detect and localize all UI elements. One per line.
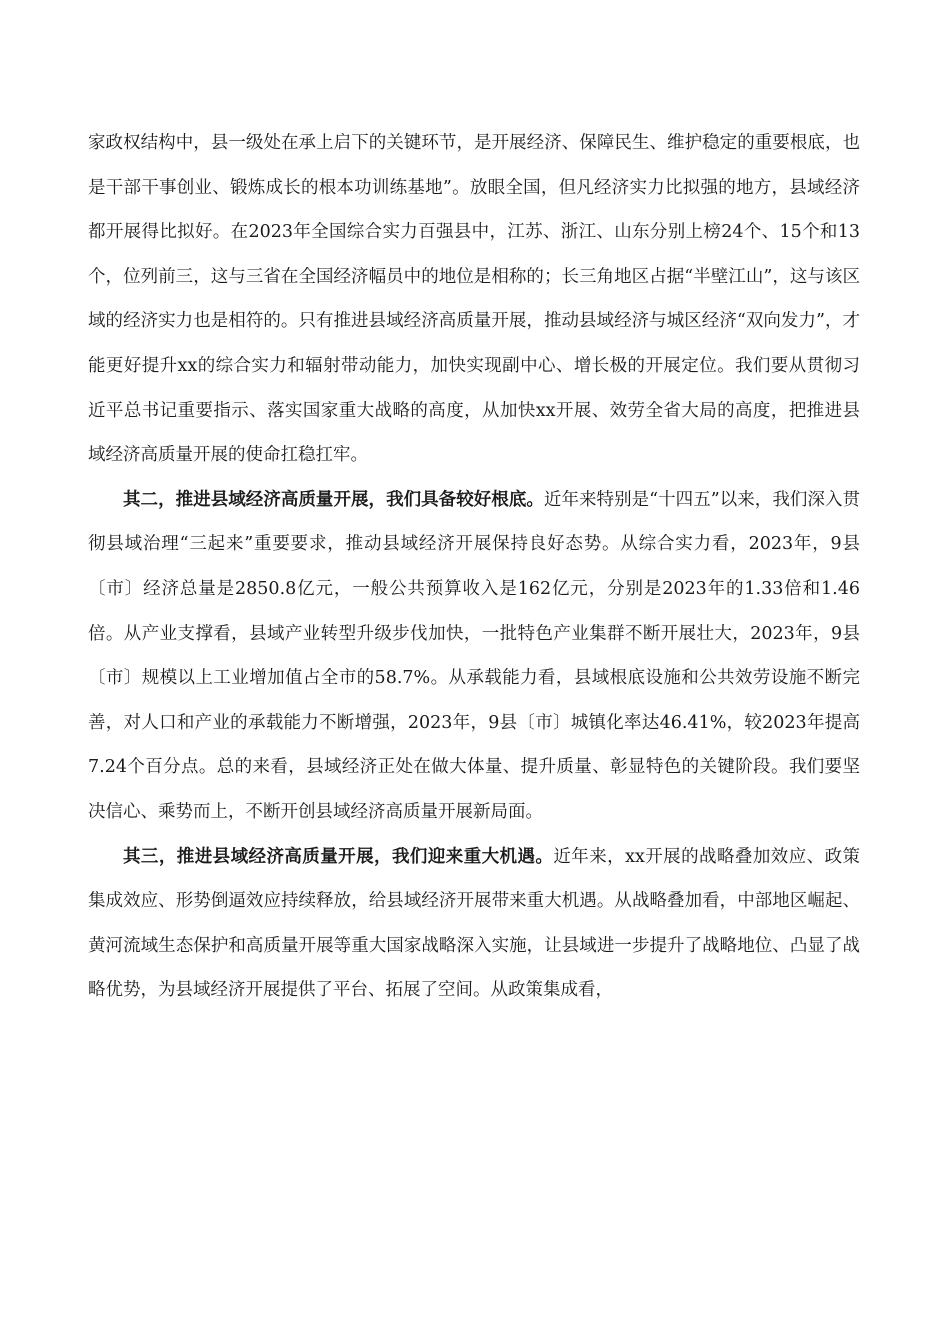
paragraph-2: [88, 478, 860, 835]
paragraph-1-text: 家政权结构中，县一级处在承上启下的关键环节，是开展经济、保障民生、维护稳定的重要根底，也是干部干事创业、锻炼成长的根本功训练基地”。放眼全国，但凡经济实力比拟强的地方，县域经济都开展得比拟好。在2023年全国综合实力百强县中，江苏、浙江、山东分别上榜24个、15个和13个，位列前三，这与三省在全国经济幅员中的地位是相称的；长三角地区占据“半壁江山”，这与该区域的经济实力也是相符的。只有推进县域经济高质量开展，推动县域经济与城区经济“双向发力”，才能更好提升xx的综合实力和辐射带动能力，加快实现副中心、增长极的开展定位。我们要从贯彻习近平总书记重要指示、落实国家重大战略的高度，从加快xx开展、效劳全省大局的高度，把推进县域经济高质量开展的使命扛稳扛牢。: [88, 133, 860, 466]
paragraph-3: [88, 835, 860, 1013]
paragraph-2-text: 近年来特别是“十四五”以来，我们深入贯彻县域治理“三起来”重要要求，推动县域经济开展保持良好态势。从综合实力看，2023年，9县〔市〕经济总量是2850.8亿元，一般公共预算收入是162亿元，分别是2023年的1.33倍和1.46倍。从产业支撑看，县域产业转型升级步伐加快，一批特色产业集群不断开展壮大，2023年，9县〔市〕规模以上工业增加值占全市的58.7%。从承载能力看，县域根底设施和公共效劳设施不断完善，对人口和产业的承载能力不断增强，2023年，9县〔市〕城镇化率达46.41%，较2023年提高7.24个百分点。总的来看，县域经济正处在做大体量、提升质量、彰显特色的关键阶段。我们要坚决信心、乘势而上，不断开创县域经济高质量开展新局面。: [88, 489, 860, 822]
paragraph-1: [88, 121, 860, 478]
paragraph-3-text: 近年来，xx开展的战略叠加效应、政策集成效应、形势倒逼效应持续释放，给县域经济开展带来重大机遇。从战略叠加看，中部地区崛起、黄河流域生态保护和高质量开展等重大国家战略深入实施，让县域进一步提升了战略地位、凸显了战略优势，为县域经济开展提供了平台、拓展了空间。从政策集成看，: [88, 846, 860, 1001]
paragraph-3-heading: 其三，推进县域经济高质量开展，我们迎来重大机遇。: [123, 846, 554, 867]
paragraph-2-heading: 其二，推进县域经济高质量开展，我们具备较好根底。: [123, 489, 544, 510]
